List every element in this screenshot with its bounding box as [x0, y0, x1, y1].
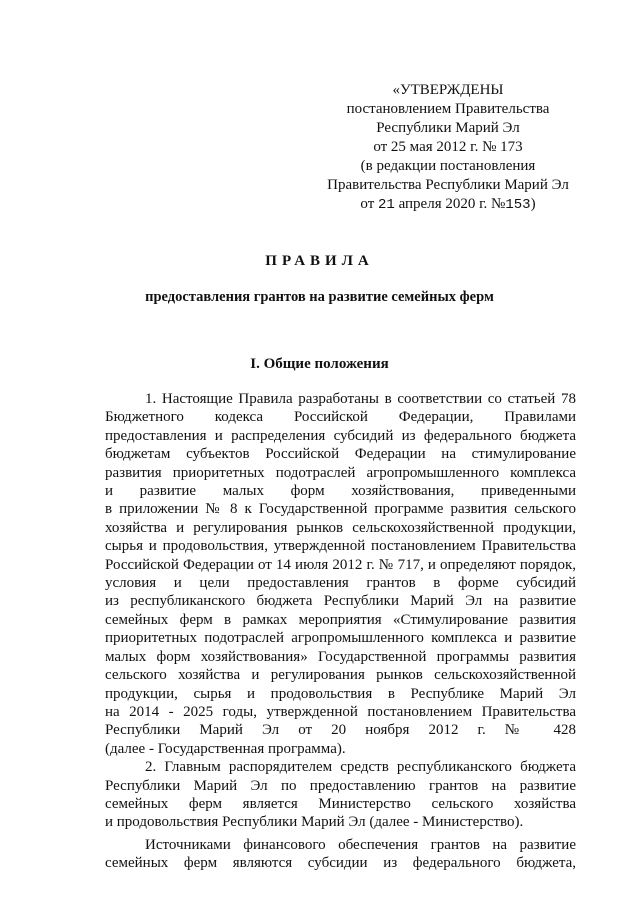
- paragraph-line: семейных ферм является Министерство сельского хозяйства: [105, 795, 576, 812]
- paragraph-line: развития приоритетных подотраслей агропромышленного комплекса: [105, 464, 576, 481]
- paragraph-line: семейных ферм являются субсидии из федерального бюджета,: [105, 855, 576, 872]
- paragraph-line: и продовольствия Республики Марий Эл (далее - Министерство).: [105, 814, 524, 831]
- paragraph-line: продукции, сырья и продовольствия в Республике Марий Эл: [105, 685, 576, 702]
- paragraph-line: Бюджетного кодекса Российской Федерации, Правилами: [105, 409, 576, 426]
- approval-date-suffix: ): [530, 196, 536, 212]
- paragraph-line: малых форм хозяйствования» Государственной программы развития: [105, 648, 576, 665]
- paragraph-line: Республики Марий Эл от 20 ноября 2012 г. № 428: [105, 722, 576, 739]
- document-title: ПРАВИЛА: [265, 253, 374, 269]
- approval-date-day: 21: [378, 197, 395, 213]
- approval-date-mid: апреля 2020 г. №: [398, 196, 506, 212]
- paragraph-line: Республики Марий Эл по предоставлению грантов на развитие: [105, 777, 576, 794]
- paragraph-line: из республиканского бюджета Республики Марий Эл на развитие: [105, 593, 576, 610]
- paragraph-line: 2. Главным распорядителем средств республиканского бюджета: [145, 759, 576, 776]
- approval-number: 153: [505, 197, 531, 213]
- paragraph-line: Российской Федерации от 14 июля 2012 г. № 717, и определяют порядок,: [105, 556, 576, 573]
- paragraph-line: на 2014 - 2025 годы, утвержденной постановлением Правительства: [105, 703, 576, 720]
- approval-line: «УТВЕРЖДЕНЫ: [392, 82, 504, 98]
- paragraph-line: сельского хозяйства и регулирования рынков сельскохозяйственной: [105, 667, 576, 684]
- paragraph-line: хозяйства и регулирования рынков сельскохозяйственной продукции,: [105, 519, 576, 536]
- approval-date-prefix: от: [360, 196, 375, 212]
- paragraph-line: и развитие малых форм хозяйствования, приведенными: [105, 483, 576, 500]
- body-text: [105, 390, 576, 873]
- paragraph-line: предоставления и распределения субсидий из федерального бюджета: [105, 427, 576, 444]
- approval-line: постановлением Правительства: [346, 101, 550, 117]
- paragraph-line: сырья и продовольствия, утвержденной постановлением Правительства: [105, 538, 576, 555]
- paragraph-line: бюджетам субъектов Российской Федерации на стимулирование: [105, 446, 576, 463]
- paragraph-line: семейных ферм в рамках мероприятия «Стимулирование развития: [105, 611, 576, 628]
- document-subtitle: предоставления грантов на развитие семейных ферм: [145, 289, 494, 305]
- approval-line: Правительства Республики Марий Эл: [327, 177, 569, 193]
- section-heading: I. Общие положения: [250, 356, 389, 372]
- paragraph-line: 1. Настоящие Правила разработаны в соответствии со статьей 78: [145, 391, 576, 407]
- approval-line-date: [318, 195, 578, 215]
- paragraph-line: Источниками финансового обеспечения грантов на развитие: [145, 836, 576, 853]
- paragraph-line: условия и цели предоставления грантов в форме субсидий: [105, 575, 576, 592]
- paragraph-line: (далее - Государственная программа).: [105, 740, 346, 757]
- approval-line: от 25 мая 2012 г. № 173: [373, 139, 523, 155]
- paragraph-line: приоритетных подотраслей агропромышленного комплекса и развитие: [105, 630, 576, 647]
- approval-line: (в редакции постановления: [360, 158, 536, 174]
- approval-line: Республики Марий Эл: [376, 120, 520, 136]
- paragraph-line: в приложении № 8 к Государственной программе развития сельского: [105, 501, 576, 518]
- approval-stamp: [318, 81, 578, 215]
